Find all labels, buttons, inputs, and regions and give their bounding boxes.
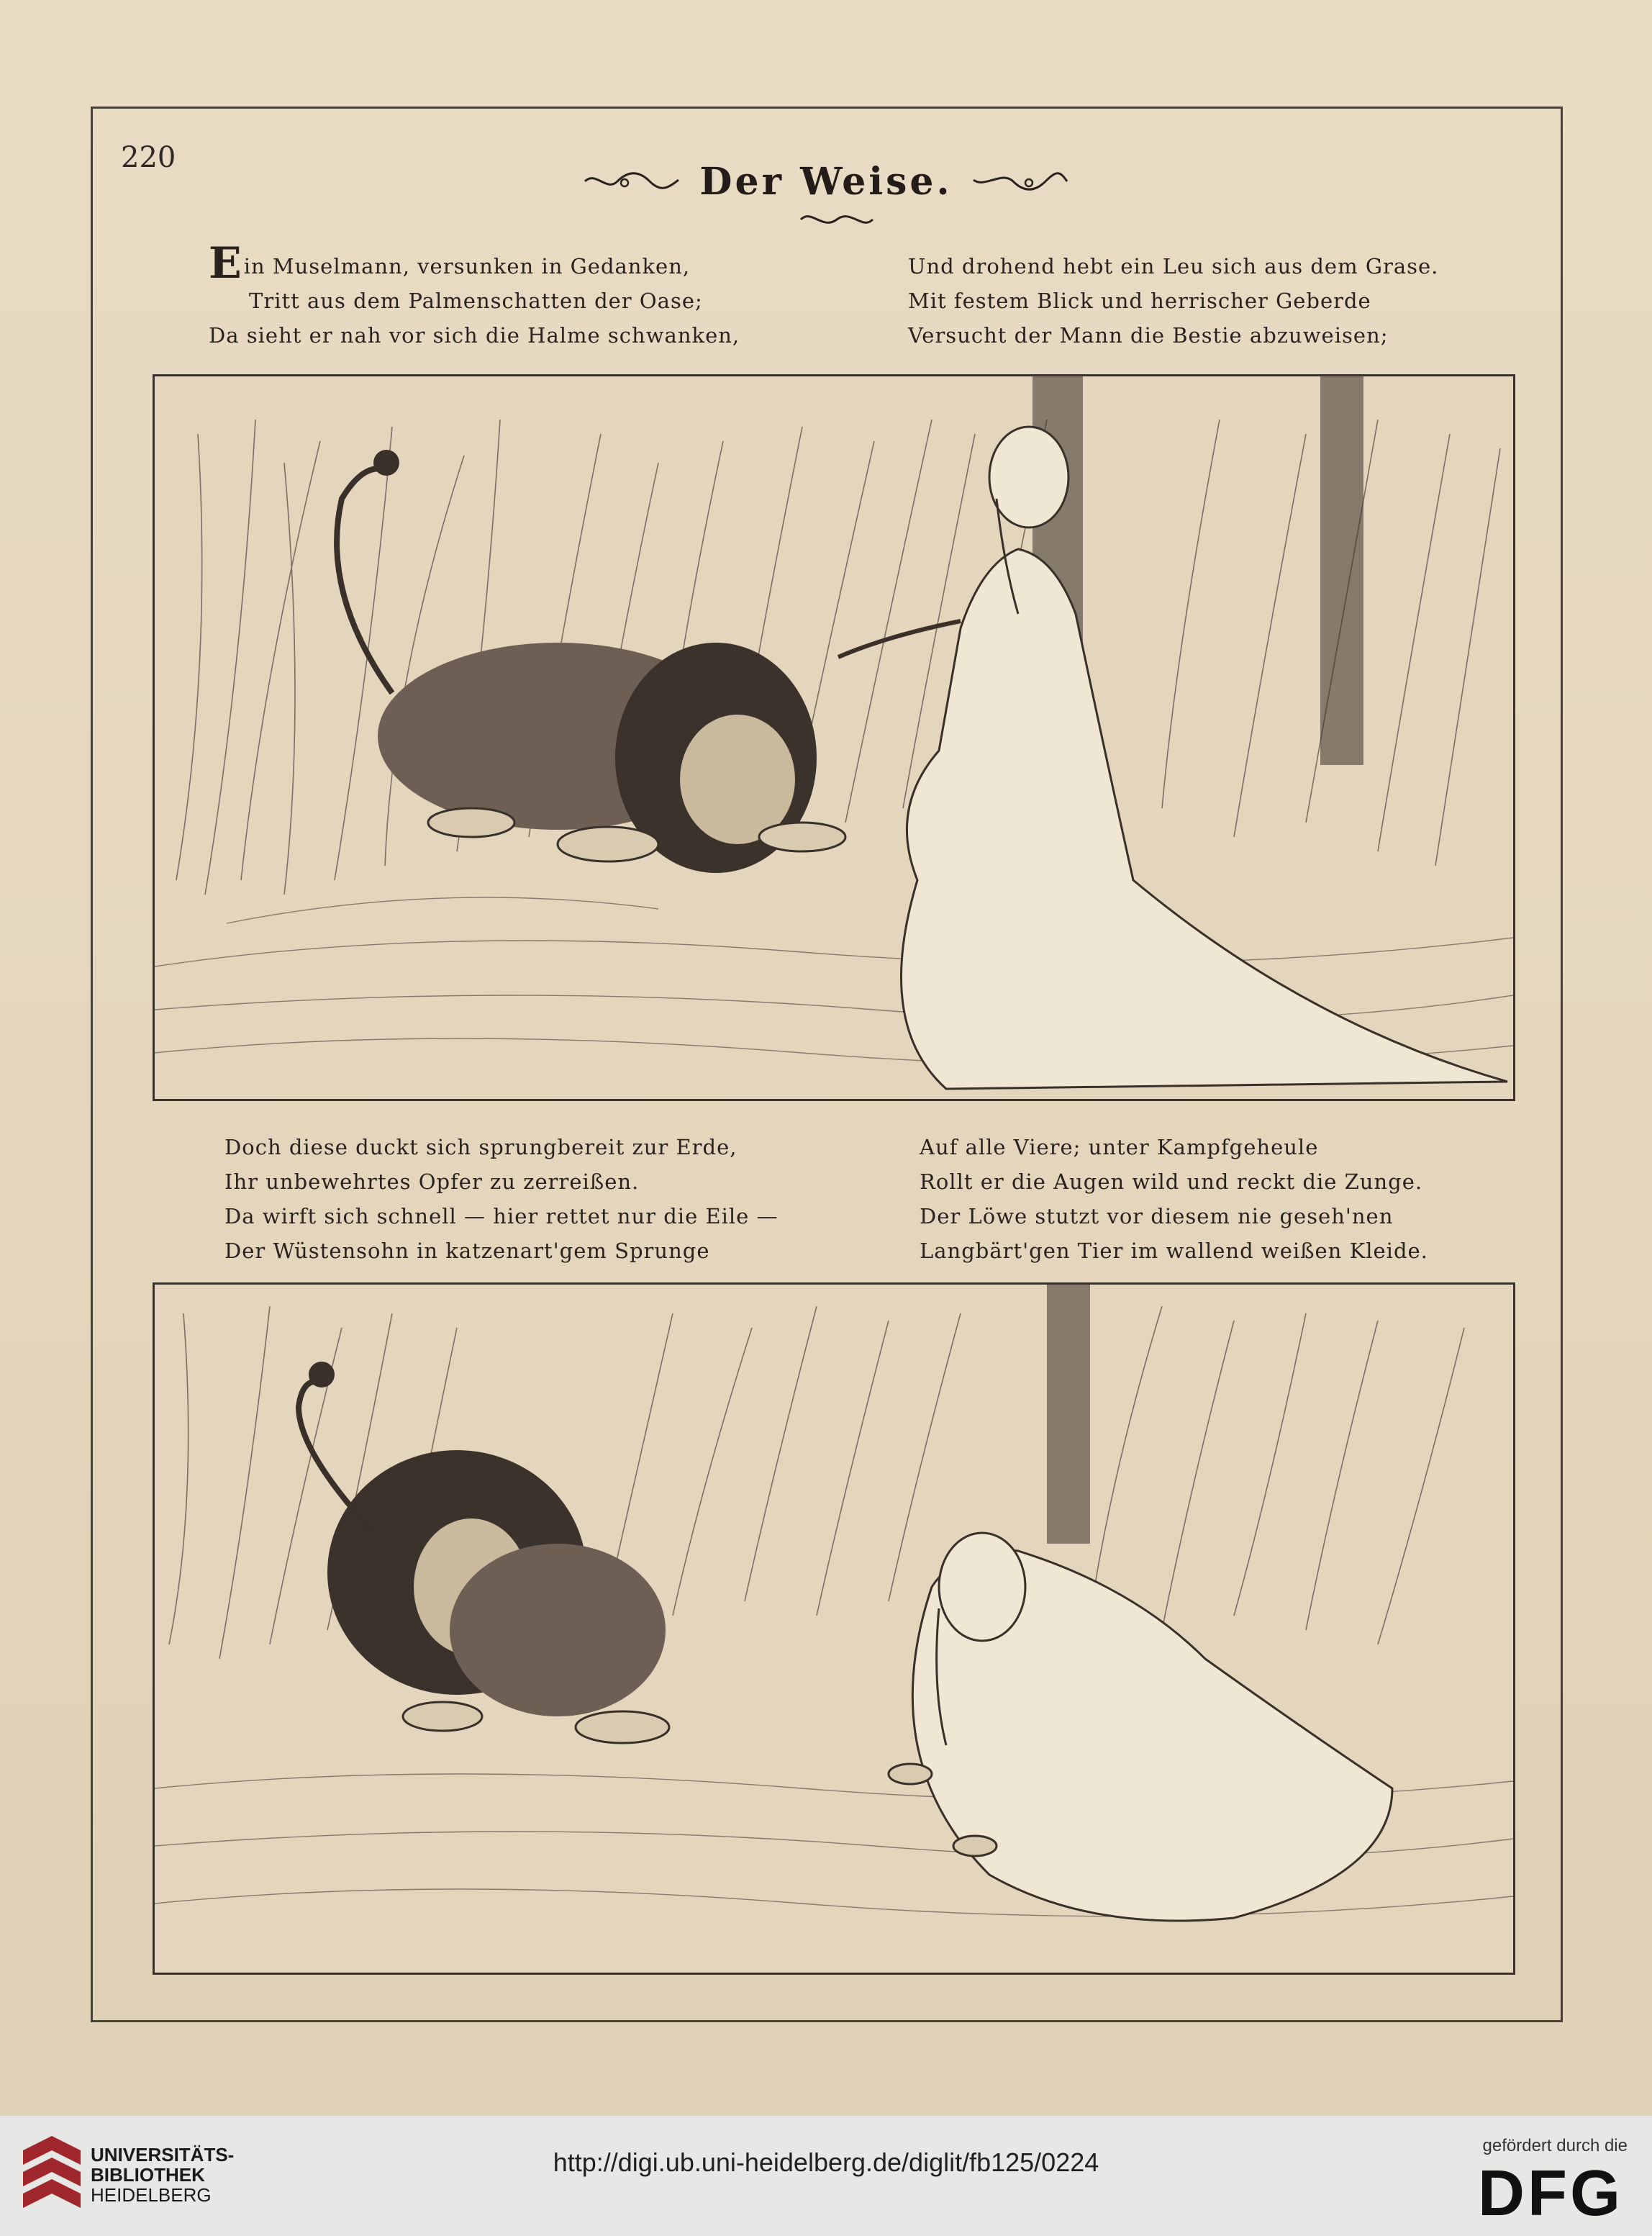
funding-label: gefördert durch die [1482, 2136, 1628, 2155]
stanza-2-right [920, 1130, 1428, 1268]
verse-line: Auf alle Viere; unter Kampfgeheule [920, 1135, 1319, 1159]
right-flourish-icon [970, 167, 1071, 196]
illustration-lion-and-man-standing [153, 374, 1515, 1101]
verse-line: Ihr unbewehrtes Opfer zu zerreißen. [224, 1169, 640, 1194]
illustration-lion-and-man-crouching [153, 1282, 1515, 1975]
verse-line: Versucht der Mann die Bestie abzuweisen; [908, 323, 1389, 348]
institution-name: UNIVERSITÄTS- BIBLIOTHEK HEIDELBERG [91, 2144, 235, 2206]
stanza-1-right [908, 249, 1438, 353]
drop-cap: E [209, 238, 242, 289]
page-number: 220 [121, 141, 176, 174]
engraving-2 [155, 1285, 1513, 1973]
verse-line: Ein Muselmann, versunken in Gedanken, [209, 238, 691, 289]
verse-line: Da sieht er nah vor sich die Halme schwanken, [209, 323, 740, 348]
verse-line: Der Löwe stutzt vor diesem nie geseh'nen [920, 1204, 1394, 1228]
verse-line: Der Wüstensohn in katzenart'gem Sprunge [224, 1239, 710, 1263]
document-url-link[interactable]: http://digi.ub.uni-heidelberg.de/diglit/fb125/0224 [553, 2147, 1099, 2177]
stanza-1-left [209, 238, 740, 353]
title-row [0, 153, 1652, 210]
left-flourish-icon [581, 167, 682, 196]
engraving-1 [155, 376, 1513, 1099]
verse-line: Und drohend hebt ein Leu sich aus dem Grase. [908, 254, 1439, 279]
verse-line: Doch diese duckt sich sprungbereit zur Erde, [224, 1135, 738, 1159]
verse-line: Rollt er die Augen wild und reckt die Zunge. [920, 1169, 1423, 1194]
title-ornament-icon [797, 209, 876, 230]
verse-line: Tritt aus dem Palmenschatten der Oase; [249, 289, 703, 313]
dfg-logo: DFG [1478, 2158, 1623, 2230]
verse-line: Mit festem Blick und herrischer Geberde [908, 289, 1371, 313]
verse-line: Da wirft sich schnell — hier rettet nur die Eile — [224, 1204, 779, 1228]
page-title: Der Weise. [699, 159, 953, 204]
stanza-2-left [224, 1130, 779, 1268]
verse-line: Langbärt'gen Tier im wallend weißen Kleide. [920, 1239, 1428, 1263]
